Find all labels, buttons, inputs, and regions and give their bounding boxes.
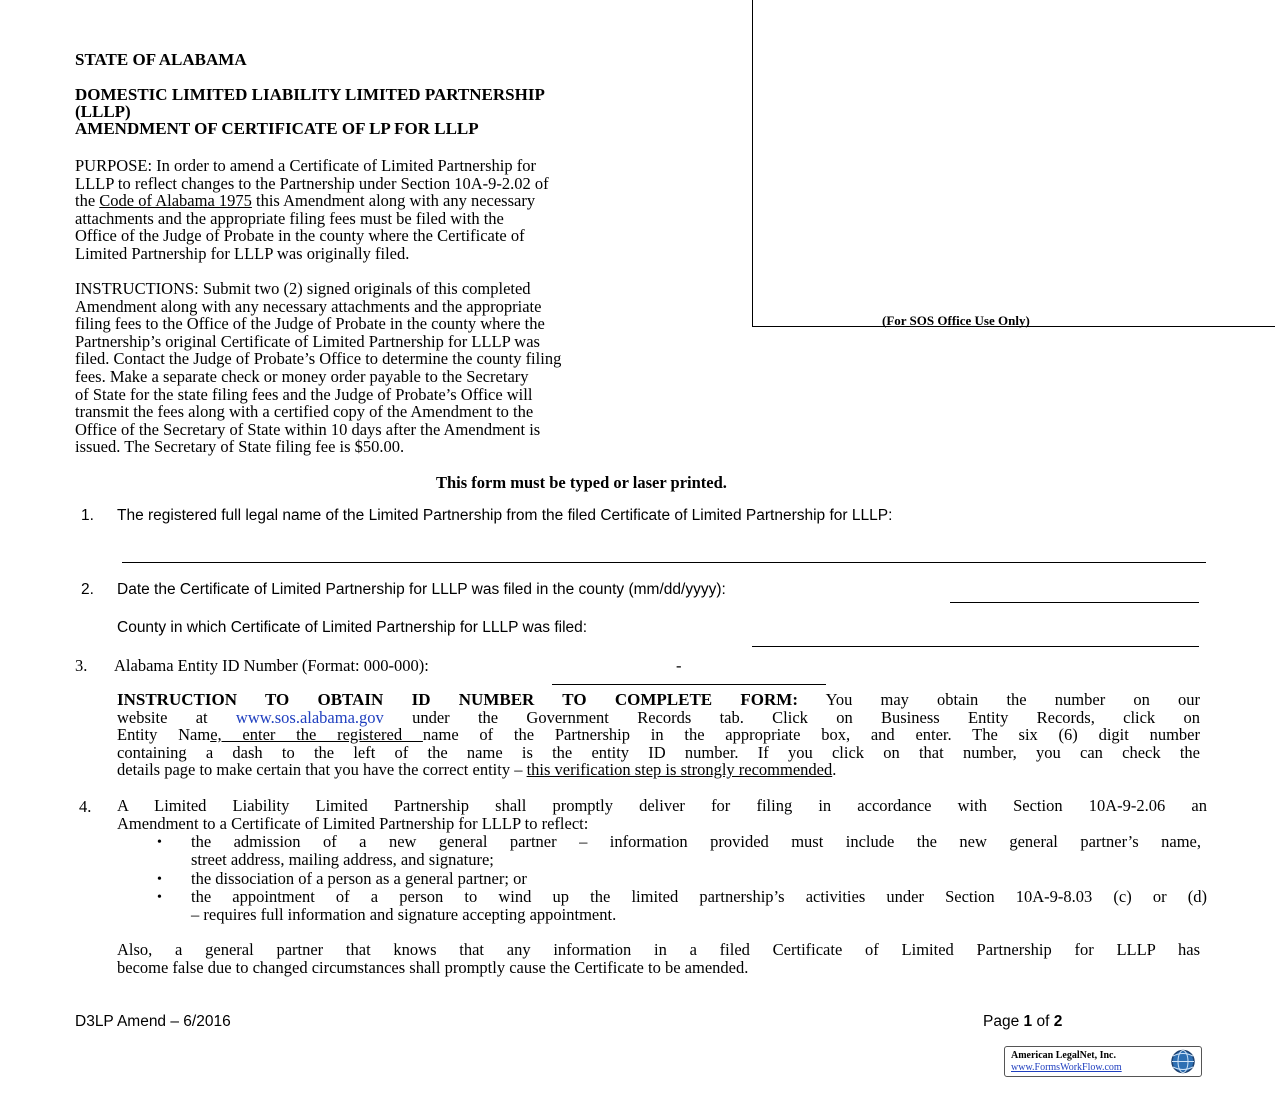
id-instruction-line — [117, 709, 1200, 727]
instructions-line: filed. Contact the Judge of Probate’s Office to determine the county filing — [75, 349, 562, 369]
purpose-text: the — [75, 191, 100, 211]
form-title-line2: (LLLP) — [75, 102, 131, 121]
form-title-line1: DOMESTIC LIMITED LIABILITY LIMITED PARTNERSHIP — [75, 85, 545, 104]
id-instruction-underlined: e, enter the registered — [210, 725, 423, 745]
bullet-line: street address, mailing address, and signature; — [191, 849, 494, 869]
bullet-item — [191, 833, 1201, 868]
id-instruction-text: under the Government Records tab. Click on Business Entity Records, click on — [383, 707, 1200, 727]
id-instruction-line — [117, 726, 1200, 744]
entity-id-label: Alabama Entity ID Number (Format: 000-000): — [114, 656, 429, 675]
item4-intro — [117, 797, 1207, 832]
purpose-line: LLLP to reflect changes to the Partnership under Section 10A-9-2.02 of — [75, 173, 549, 193]
id-instruction-line — [117, 761, 1200, 779]
instructions-line: Office of the Secretary of State within 10 days after the Amendment is — [75, 419, 541, 439]
id-instruction-block — [117, 691, 1200, 779]
item4-line: Amendment to a Certificate of Limited Partnership for LLLP to reflect: — [117, 813, 589, 833]
logo-url: www.FormsWorkFlow.com — [1011, 1062, 1122, 1073]
id-instruction-text: details page to make certain that you have the correct entity – — [117, 760, 527, 780]
bullet-line: the admission of a new general partner – information provided must include the new general partner’s name, — [191, 832, 1201, 851]
page-indicator — [983, 1013, 1062, 1031]
filing-date-field[interactable] — [950, 602, 1199, 603]
bullet-icon: • — [157, 835, 162, 850]
code-of-alabama-reference: Code of Alabama 1975 — [99, 191, 252, 211]
purpose-line: Limited Partnership for LLLP was originally filed. — [75, 243, 410, 263]
bullet-line: the appointment of a person to wind up the limited partnership’s activities under Section 10A-9-8.03 (c) or (d) — [191, 887, 1207, 906]
id-instruction-text: name of the Partnership in the appropriate box, and enter. The six (6) digit number — [422, 725, 1200, 745]
form-title-line3: AMENDMENT OF CERTIFICATE OF LP FOR LLLP — [75, 119, 479, 138]
state-heading: STATE OF ALABAMA — [75, 50, 247, 69]
county-label: County in which Certificate of Limited Partnership for LLLP was filed: — [117, 619, 588, 636]
instructions-line: issued. The Secretary of State filing fee is $50.00. — [75, 437, 405, 457]
form-id: D3LP Amend – 6/2016 — [75, 1013, 231, 1030]
id-instruction-text: website at — [117, 707, 236, 727]
instructions-line: Partnership’s original Certificate of Limited Partnership for LLLP was — [75, 331, 540, 351]
bullet-item: the dissociation of a person as a general partner; or — [191, 869, 527, 888]
id-instruction-heading: INSTRUCTION TO OBTAIN ID NUMBER TO COMPLETE FORM: — [117, 690, 799, 709]
globe-icon — [1169, 1048, 1197, 1075]
also-paragraph — [117, 941, 1200, 976]
partnership-name-field[interactable] — [122, 562, 1206, 563]
purpose-line: attachments and the appropriate filing fees must be filed with the — [75, 208, 504, 228]
bullet-item — [191, 888, 1207, 923]
instructions-paragraph — [75, 280, 765, 456]
id-instruction-text: You may obtain the number on our — [798, 690, 1201, 709]
instructions-line: filing fees to the Office of the Judge of Probate in the county where the — [75, 314, 545, 334]
id-instruction-line: containing a dash to the left of the name is the entity ID number. If you click on that number, you can check the — [117, 742, 1200, 762]
page-text: of — [1032, 1013, 1054, 1030]
logo-company: American LegalNet, Inc. — [1011, 1050, 1116, 1061]
also-line: become false due to changed circumstances shall promptly cause the Certificate to be amended. — [117, 957, 749, 977]
purpose-paragraph — [75, 157, 755, 263]
item4-number: 4. — [79, 797, 92, 816]
instructions-line: of State for the state filing fees and the Judge of Probate’s Office will — [75, 384, 533, 404]
purpose-line: Office of the Judge of Probate in the county where the Certificate of — [75, 226, 525, 246]
entity-id-field[interactable] — [552, 684, 826, 685]
page-number: 1 — [1023, 1013, 1033, 1030]
item3-number: 3. — [75, 656, 88, 675]
bullet-icon: • — [157, 890, 162, 905]
typed-notice: This form must be typed or laser printed. — [436, 473, 727, 492]
sos-office-use-label: (For SOS Office Use Only) — [882, 313, 1030, 328]
page-text: Page — [983, 1013, 1024, 1030]
instructions-line: Amendment along with any necessary attachments and the appropriate — [75, 296, 542, 316]
instructions-line: INSTRUCTIONS: Submit two (2) signed originals of this completed — [75, 279, 531, 298]
item2-number: 2. — [81, 581, 94, 598]
item1-label: The registered full legal name of the Limited Partnership from the filed Certificate of Limited Partnership for LLLP: — [117, 507, 893, 524]
bullet-icon: • — [157, 872, 162, 887]
instructions-line: transmit the fees along with a certified copy of the Amendment to the — [75, 402, 534, 422]
verification-recommendation: this verification step is strongly recommended — [526, 760, 833, 780]
purpose-text: this Amendment along with any necessary — [251, 191, 536, 211]
item4-line: A Limited Liability Limited Partnership shall promptly deliver for filing in accordance with Section 10A-9-2.06 an — [117, 796, 1207, 815]
sos-website-link[interactable]: www.sos.alabama.gov — [235, 707, 384, 727]
purpose-line: PURPOSE: In order to amend a Certificate of Limited Partnership for — [75, 156, 536, 175]
item1-number: 1. — [81, 507, 94, 524]
entity-id-dash: - — [676, 656, 682, 675]
county-field[interactable] — [752, 646, 1199, 647]
american-legalnet-logo[interactable] — [1004, 1046, 1202, 1077]
id-instruction-text: . — [832, 760, 837, 780]
sos-office-use-box — [752, 0, 1275, 327]
filing-date-label: Date the Certificate of Limited Partnership for LLLP was filed in the county (mm/dd/yyyy): — [117, 581, 726, 598]
instructions-line: fees. Make a separate check or money order payable to the Secretary — [75, 366, 529, 386]
id-instruction-line — [117, 691, 1200, 709]
bullet-line: – requires full information and signature accepting appointment. — [191, 904, 617, 924]
page-total: 2 — [1053, 1013, 1063, 1030]
purpose-line — [75, 192, 755, 210]
also-line: Also, a general partner that knows that any information in a filed Certificate of Limited Partnership for LLLP has — [117, 940, 1200, 959]
id-instruction-text: Entity Nam — [117, 725, 211, 745]
